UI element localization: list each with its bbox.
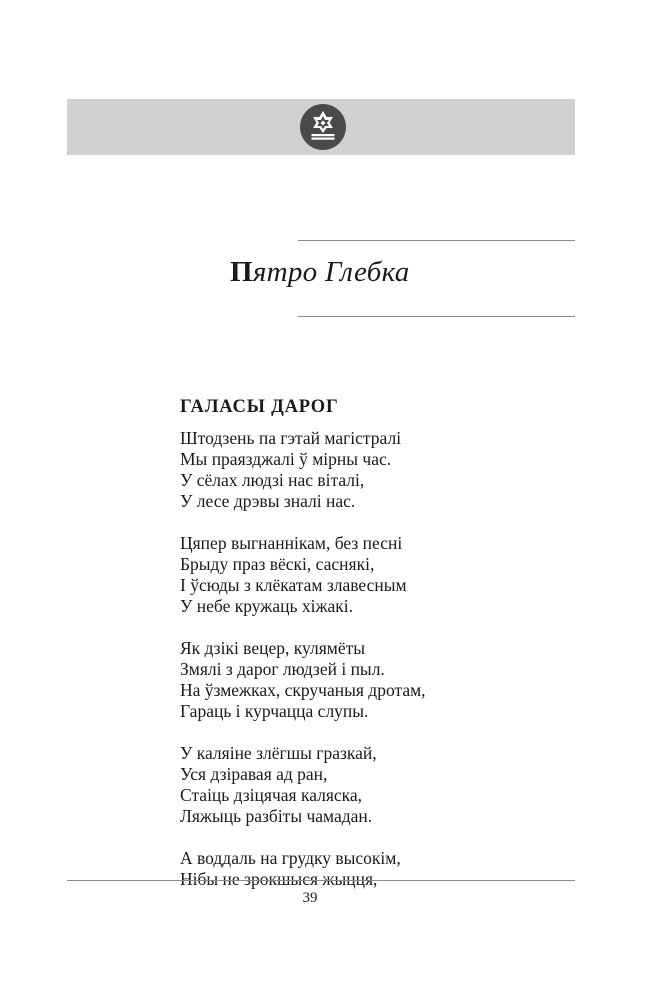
poem-line: Змялі з дарог людзей і пыл. (180, 659, 385, 679)
poem-title: ГАЛАСЫ ДАРОГ (180, 397, 339, 417)
poem-body (180, 428, 500, 911)
stanza-1 (180, 428, 500, 512)
poem-line: У небе кружаць хіжакі. (180, 596, 354, 616)
poem-line: Цяпер выгнаннікам, без песні (180, 533, 403, 553)
poem-line: У сёлах людзі нас віталі, (180, 470, 365, 490)
author-rule-top (298, 240, 575, 241)
stanza-5 (180, 848, 500, 890)
poem-line: У лесе дрэвы зналі нас. (180, 491, 356, 511)
poem-line: Стаіць дзіцячая каляска, (180, 785, 363, 805)
poem-line: І ўсюды з клёкатам злавесным (180, 575, 407, 595)
footer-rule (67, 880, 575, 881)
poem-line: Уся дзіравая ад ран, (180, 764, 328, 784)
poem-line: А воддаль на грудку высокім, (180, 848, 401, 868)
author-rule-bottom (298, 316, 575, 317)
author-name (230, 256, 550, 289)
poem-line: Брыду праз вёскі, саснякі, (180, 554, 375, 574)
poem-line: Штодзень па гэтай магістралі (180, 428, 402, 448)
poem-line: Мы праязджалі ў мірны час. (180, 449, 392, 469)
author-name-rest: ятро Глебка (252, 256, 410, 288)
poem-line: Нібы не зрокшыся жыцця, (180, 869, 378, 889)
poem-line: Гараць і курчацца слупы. (180, 701, 369, 721)
poem-line: Ляжыць разбіты чамадан. (180, 806, 373, 826)
author-initial: П (230, 256, 253, 288)
stanza-4 (180, 743, 500, 827)
page-number: 39 (302, 890, 318, 906)
stanza-2 (180, 533, 500, 617)
poem-line: На ўзмежках, скручаныя дротам, (180, 680, 426, 700)
stanza-3 (180, 638, 500, 722)
ornament-star-emblem-icon (299, 103, 347, 151)
poem-line: Як дзікі вецер, кулямёты (180, 638, 366, 658)
poem-line: У каляіне злёгшы гразкай, (180, 743, 377, 763)
